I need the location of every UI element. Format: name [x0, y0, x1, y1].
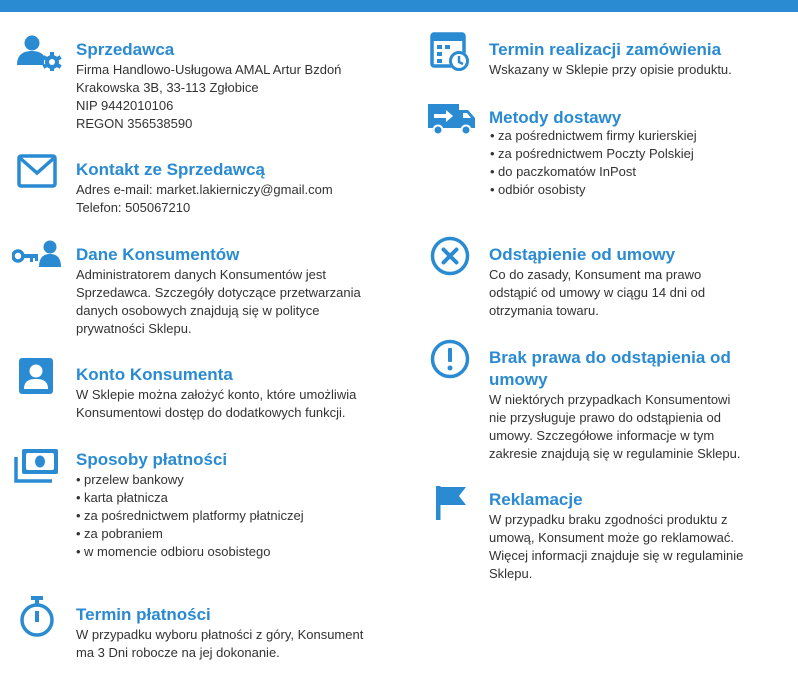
withdrawal-line: otrzymania towaru. — [489, 303, 599, 318]
payment-deadline-title: Termin płatności — [76, 605, 211, 624]
complaints-line: umową, Konsument może go reklamować. — [489, 530, 734, 545]
complaints-title: Reklamacje — [489, 490, 583, 509]
list-item: • za pośrednictwem platformy płatniczej — [72, 507, 304, 525]
fulfillment-line: Wskazany w Sklepie przy opisie produktu. — [489, 62, 732, 77]
flag-icon — [434, 484, 468, 522]
account-line: W Sklepie można założyć konto, które umożliwia — [76, 387, 357, 402]
seller-title: Sprzedawca — [76, 40, 175, 59]
no-withdrawal-line: W niektórych przypadkach Konsumentowi — [489, 392, 731, 407]
list-item: • przelew bankowy — [72, 471, 304, 489]
contact-title: Kontakt ze Sprzedawcą — [76, 160, 265, 179]
contact-line: Telefon: 505067210 — [76, 200, 191, 215]
money-icon — [14, 447, 60, 483]
account-icon — [19, 358, 53, 394]
payment-deadline-text — [76, 626, 363, 662]
consumer-data-line: danych osobowych znajdują się w polityce — [76, 303, 320, 318]
delivery-title: Metody dostawy — [489, 108, 622, 127]
complaints-text — [489, 511, 743, 583]
withdrawal-text — [489, 266, 705, 320]
consumer-data-line: Sprzedawca. Szczegóły dotyczące przetwarzania — [76, 285, 361, 300]
payment-deadline-line: W przypadku wyboru płatności z góry, Konsument — [76, 627, 364, 642]
no-withdrawal-line: zakresie znajdują się w regulaminie Sklepu. — [489, 446, 741, 461]
account-title: Konto Konsumenta — [76, 365, 233, 384]
withdrawal-line: Co do zasady, Konsument ma prawo — [489, 267, 702, 282]
contact-text — [76, 181, 333, 217]
seller-text — [76, 61, 341, 133]
consumer-data-text — [76, 266, 361, 338]
stopwatch-icon — [18, 596, 56, 638]
withdrawal-line: odstąpić od umowy w ciągu 14 dni od — [489, 285, 706, 300]
list-item: • odbiór osobisty — [486, 181, 697, 199]
cancel-circle-icon — [430, 236, 470, 276]
payment-methods-title: Sposoby płatności — [76, 450, 228, 469]
delivery-list — [486, 127, 697, 199]
list-item: • za pośrednictwem firmy kurierskiej — [486, 127, 697, 145]
complaints-line: Sklepu. — [489, 566, 533, 581]
list-item: • karta płatnicza — [72, 489, 304, 507]
list-item: • do paczkomatów InPost — [486, 163, 697, 181]
seller-line: REGON 356538590 — [76, 116, 193, 131]
no-withdrawal-text — [489, 391, 740, 463]
complaints-line: W przypadku braku zgodności produktu z — [489, 512, 728, 527]
consumer-data-line: prywatności Sklepu. — [76, 321, 192, 336]
top-accent-bar — [0, 0, 798, 12]
complaints-line: Więcej informacji znajduje się w regulaminie — [489, 548, 744, 563]
no-withdrawal-line: umowy. Szczegółowe informacje w tym — [489, 428, 715, 443]
payment-deadline-line: ma 3 Dni robocze na jej dokonanie. — [76, 645, 280, 660]
fulfillment-title: Termin realizacji zamówienia — [489, 40, 722, 59]
no-withdrawal-line: nie przysługuje prawo do odstąpienia od — [489, 410, 721, 425]
delivery-truck-icon — [428, 104, 476, 136]
list-item: • w momencie odbioru osobistego — [72, 543, 304, 561]
consumer-data-line: Administratorem danych Konsumentów jest — [76, 267, 327, 282]
seller-line: Firma Handlowo-Usługowa AMAL Artur Bzdoń — [76, 62, 342, 77]
envelope-icon — [17, 154, 57, 188]
list-item: • za pośrednictwem Poczty Polskiej — [486, 145, 697, 163]
account-line: Konsumentowi dostęp do dodatkowych funkcji. — [76, 405, 346, 420]
user-gear-icon — [16, 35, 62, 71]
fulfillment-text — [489, 61, 732, 79]
consumer-data-title: Dane Konsumentów — [76, 245, 240, 264]
seller-line: NIP 9442010106 — [76, 98, 174, 113]
account-text — [76, 386, 356, 422]
seller-line: Krakowska 3B, 33-113 Zgłobice — [76, 80, 259, 95]
contact-line: Adres e-mail: market.lakierniczy@gmail.com — [76, 182, 333, 197]
key-user-icon — [12, 240, 62, 268]
withdrawal-title: Odstąpienie od umowy — [489, 245, 676, 264]
calendar-clock-icon — [430, 32, 470, 72]
list-item: • za pobraniem — [72, 525, 304, 543]
no-withdrawal-title: Brak prawa do odstąpienia od umowy — [489, 348, 731, 389]
payment-methods-list — [72, 471, 304, 561]
exclamation-circle-icon — [430, 339, 470, 379]
